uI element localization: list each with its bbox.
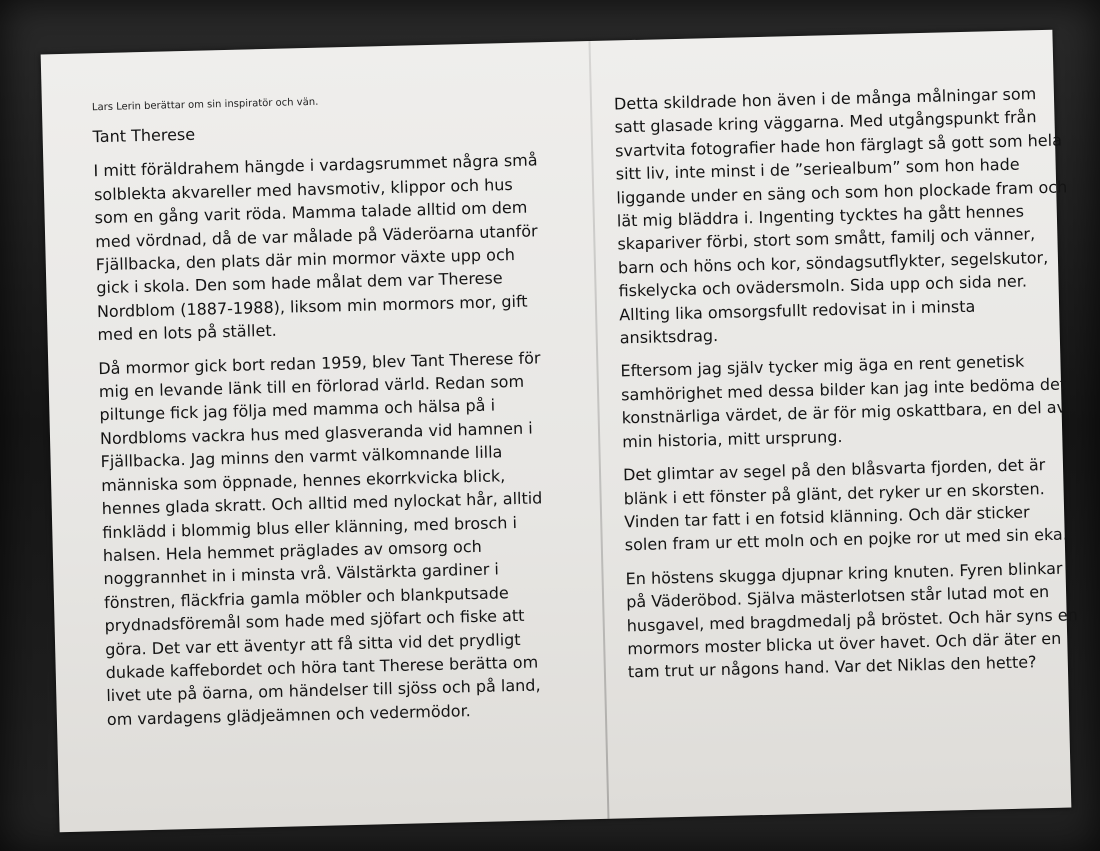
text-line: Nordbloms vackra hus med glasveranda vid hamnen i <box>99 418 533 449</box>
text-line: halsen. Hela hemmet präglades av omsorg och <box>102 536 482 566</box>
text-line: liggande under en säng och som hon plockade fram och <box>616 177 1068 208</box>
text-line: solblekta akvareller med havsmotiv, klippor och hus <box>93 174 513 205</box>
text-line: människa som öppnade, hennes ekorrkvicka blick, <box>100 465 506 495</box>
text-line: solen fram ur ett moln och en pojke ror ut med sin eka. <box>624 524 1069 555</box>
text-line: fönstren, fläckfria gamla möbler och blankputsade <box>103 582 509 612</box>
right-page <box>613 82 1078 694</box>
text-line: tam trut ur någons hand. Var det Niklas den hette? <box>627 652 1037 682</box>
text-line: Detta skildrade hon även i de många målningar som <box>613 84 1037 114</box>
text-line: gick i skola. Den som hade målat dem var Therese <box>96 268 503 298</box>
article-title: Tant Therese <box>92 124 196 147</box>
left-page <box>92 90 548 741</box>
caption: Lars Lerin berättar om sin inspiratör och vän. <box>91 96 319 114</box>
text-line: om vardagens glädjeämnen och vedermödor. <box>106 700 471 729</box>
text-line: Då mormor gick bort redan 1959, blev Tant Therese för <box>98 348 541 378</box>
text-line: mig en levande länk till en förlorad värld. Redan som <box>98 371 525 402</box>
text-line: hennes glada skratt. Och alltid med nylockat hår, alltid <box>101 488 543 519</box>
text-line: Fjällbacka, den plats där min mormor växte upp och <box>95 244 516 275</box>
text-line: Fjällbacka. Jag minns den varmt välkomnande lilla <box>100 442 503 472</box>
text-line: Eftersom jag själv tycker mig äga en rent genetisk <box>620 352 1025 381</box>
text-line: sitt liv, inte minst i de ”seriealbum” som hon hade <box>615 154 1020 184</box>
text-line: ansiktsdrag. <box>619 326 719 348</box>
text-line: skapariver förbi, stort som smått, familj och vänner, <box>617 224 1036 254</box>
text-line: med en lots på stället. <box>97 321 277 345</box>
text-line: satt glasade kring väggarna. Med utgångspunkt från <box>614 107 1037 137</box>
paragraph <box>613 82 1068 350</box>
page-fold <box>588 41 609 819</box>
text-line: Allting lika omsorgsfullt redovisat in i minsta <box>618 296 976 325</box>
text-line: svartvita fotografier hade hon färglagt så gott som hela <box>614 130 1063 161</box>
text-line: I mitt föräldrahem hängde i vardagsrummet några små <box>93 150 538 181</box>
text-line: Det glimtar av segel på den blåsvarta fjorden, det är <box>622 455 1046 485</box>
paragraph <box>622 453 1069 557</box>
text-line: min historia, mitt ursprung. <box>622 426 843 452</box>
text-line: med vördnad, då de var målade på Väderöarna utanför <box>94 221 538 251</box>
framed-document <box>41 30 1078 832</box>
text-line: på Väderöbod. Själva mästerlotsen står lutad mot en <box>625 582 1050 612</box>
text-line: dukade kaffebordet och höra tant Therese berätta om <box>105 652 539 683</box>
text-line: fiskelycka och ovädersmoln. Sida upp och sida ner. <box>618 271 1028 301</box>
text-line: finklädd i blommig blus eller klänning, med brosch i <box>102 512 518 542</box>
paragraph <box>93 149 537 347</box>
left-page-body <box>93 149 547 731</box>
text-line: En höstens skugga djupnar kring knuten. Fyren blinkar <box>625 558 1063 589</box>
text-line: livet ute på öarna, om händelser till sjöss och på land, <box>106 675 541 706</box>
text-line: Vinden tar fatt i en fotsid klänning. Och där sticker <box>624 502 1030 532</box>
paragraph <box>625 557 1078 684</box>
right-page-body <box>613 82 1078 684</box>
paragraph <box>98 346 547 731</box>
text-line: Nordblom (1887-1988), liksom min mormors mor, gift <box>96 291 528 322</box>
text-line: konstnärliga värdet, de är för mig oskattbara, en del av <box>621 397 1067 428</box>
text-line: husgavel, med bragdmedalj på bröstet. Och här syns en <box>626 604 1078 635</box>
text-line: barn och höns och kor, söndagsutflykter, segelskutor, <box>617 247 1049 278</box>
text-line: lät mig bläddra i. Ingenting tycktes ha gått hennes <box>616 201 1025 231</box>
text-line: mormors moster blicka ut över havet. Och där äter en <box>627 628 1062 659</box>
paragraph <box>620 350 1067 454</box>
text-line: noggrannhet in i minsta vrå. Välstärkta gardiner i <box>103 559 500 589</box>
text-line: som en gång varit röda. Mamma talade alltid om dem <box>94 197 528 228</box>
text-line: göra. Det var ett äventyr att få sitta vid det prydligt <box>104 629 521 659</box>
text-line: piltunge fick jag följa med mamma och hälsa på i <box>99 395 496 425</box>
text-line: prydnadsföremål som hade med sjöfart och fiske att <box>104 605 525 636</box>
text-line: blänk i ett fönster på glänt, det ryker ur en skorsten. <box>623 478 1045 508</box>
text-line: samhörighet med dessa bilder kan jag inte bedöma det <box>620 374 1067 405</box>
